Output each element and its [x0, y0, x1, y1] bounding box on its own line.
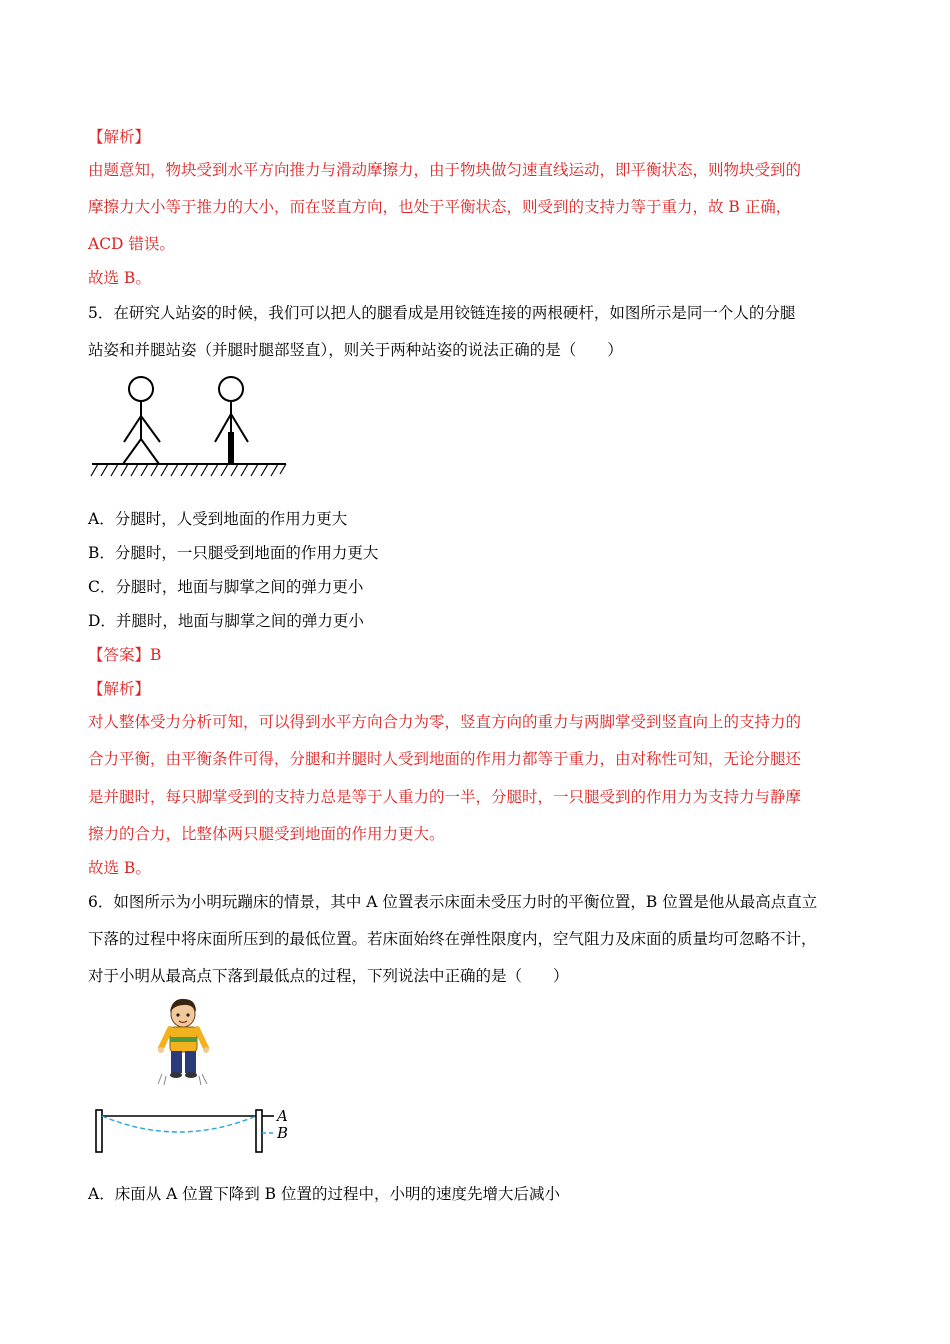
label-b: B — [277, 1124, 289, 1142]
answer-line: 【答案】B — [88, 646, 162, 664]
option-b: B．分腿时，一只腿受到地面的作用力更大 — [88, 544, 379, 562]
label-a: A — [277, 1107, 288, 1125]
analysis-heading: 【解析】 — [88, 680, 151, 698]
analysis-line: 合力平衡，由平衡条件可得，分腿和并腿时人受到地面的作用力都等于重力，由对称性可知，无论分腿还 — [88, 750, 802, 768]
option-d: D．并腿时，地面与脚掌之间的弹力更小 — [88, 612, 364, 630]
boy-illustration — [150, 996, 220, 1086]
head-icon — [219, 377, 243, 401]
bed-curve — [102, 1116, 256, 1132]
question-stem: 对于小明从最高点下落到最低点的过程，下列说法中正确的是（ ） — [88, 967, 569, 985]
analysis-line: 对人整体受力分析可知，可以得到水平方向合力为零，竖直方向的重力与两脚掌受到竖直向上的支持力的 — [88, 713, 802, 731]
analysis-line: ACD 错误。 — [88, 235, 175, 253]
question-stem: 6．如图所示为小明玩蹦床的情景，其中 A 位置表示床面未受压力时的平衡位置，B 位置是他从最高点直立 — [88, 893, 818, 911]
question-stem: 5．在研究人站姿的时候，我们可以把人的腿看成是用铰链连接的两根硬杆，如图所示是同一个人的分腿 — [88, 304, 796, 322]
analysis-line: 是并腿时，每只脚掌受到的支持力总是等于人重力的一半，分腿时，一只腿受到的作用力为支持力与静摩 — [88, 788, 802, 806]
option-c: C．分腿时，地面与脚掌之间的弹力更小 — [88, 578, 364, 596]
analysis-line: 摩擦力大小等于推力的大小，而在竖直方向，也处于平衡状态，则受到的支持力等于重力，故 B 正确， — [88, 198, 792, 216]
trampoline-diagram — [90, 1100, 300, 1156]
option-a: A．分腿时，人受到地面的作用力更大 — [88, 510, 348, 528]
question-stem: 下落的过程中将床面所压到的最低位置。若床面始终在弹性限度内，空气阻力及床面的质量均可忽略不计， — [88, 930, 817, 948]
choice-line: 故选 B。 — [88, 859, 151, 877]
head-icon — [129, 377, 153, 401]
standing-poses-figure — [88, 372, 292, 480]
analysis-line: 由题意知，物块受到水平方向推力与滑动摩擦力，由于物块做匀速直线运动，即平衡状态，则物块受到的 — [88, 161, 802, 179]
option-a: A．床面从 A 位置下降到 B 位置的过程中，小明的速度先增大后减小 — [88, 1185, 560, 1203]
question-stem: 站姿和并腿站姿（并腿时腿部竖直），则关于两种站姿的说法正确的是（ ） — [88, 341, 623, 359]
choice-line: 故选 B。 — [88, 269, 151, 287]
analysis-line: 擦力的合力，比整体两只腿受到地面的作用力更大。 — [88, 825, 445, 843]
analysis-heading: 【解析】 — [88, 128, 151, 146]
